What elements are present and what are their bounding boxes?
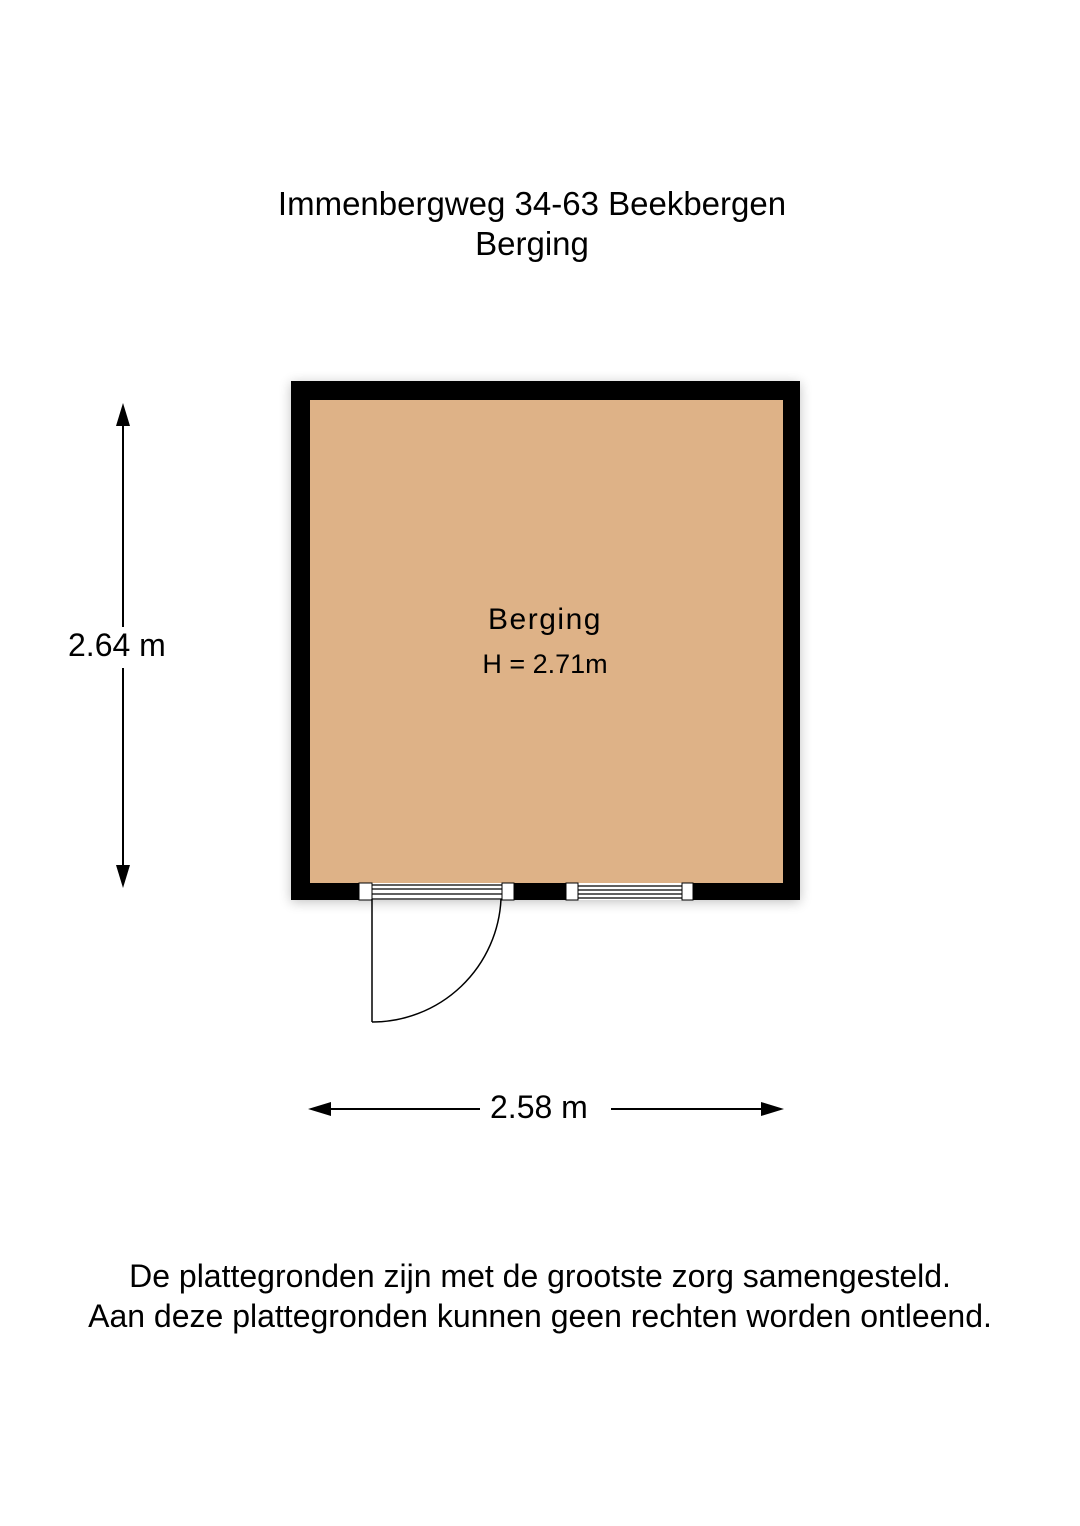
arrow-left-icon bbox=[308, 1102, 331, 1116]
disclaimer bbox=[0, 1256, 1080, 1336]
arrow-down-icon bbox=[116, 865, 130, 888]
arrow-up-icon bbox=[116, 403, 130, 426]
door-swing-arc bbox=[372, 899, 501, 1022]
room-name-label: Berging bbox=[488, 603, 602, 636]
window bbox=[566, 883, 693, 900]
disclaimer-line-2: Aan deze plattegronden kunnen geen rechten worden ontleend. bbox=[88, 1298, 992, 1334]
arrow-right-icon bbox=[761, 1102, 784, 1116]
room-floor bbox=[310, 400, 783, 883]
horizontal-dimension-label: 2.58 m bbox=[482, 1089, 596, 1126]
vertical-dimension-label: 2.64 m bbox=[60, 627, 174, 664]
room-height-label: H = 2.71m bbox=[482, 649, 608, 679]
disclaimer-line-1: De plattegronden zijn met de grootste zorg samengesteld. bbox=[129, 1258, 951, 1294]
floor-subtitle: Berging bbox=[475, 225, 589, 262]
door bbox=[359, 883, 514, 1022]
address-title: Immenbergweg 34-63 Beekbergen bbox=[277, 185, 787, 222]
